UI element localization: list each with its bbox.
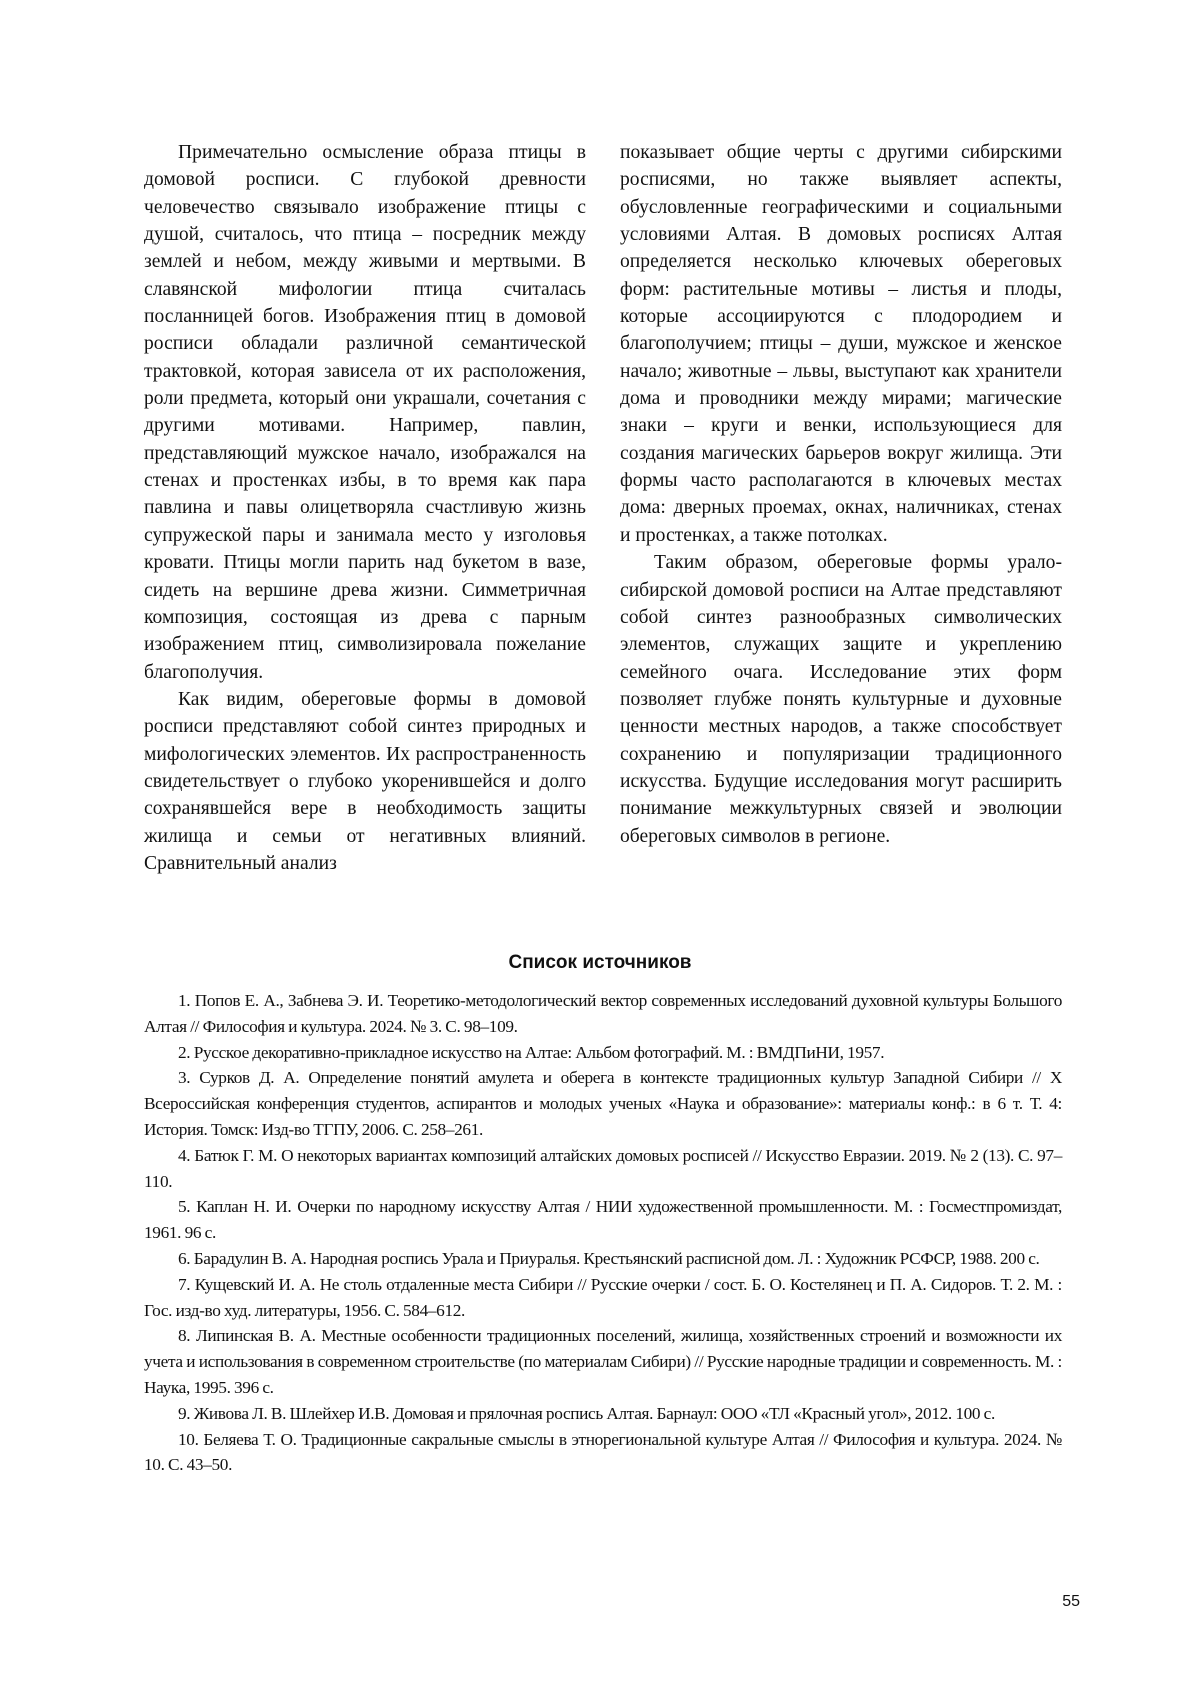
reference-item: 4. Батюк Г. М. О некоторых вариантах композиций алтайских домовых росписей // Искусство Евразии. 2019. № 2 (13). С. 97–110.: [144, 1145, 1062, 1191]
paragraph: Примечательно осмысление образа птицы в домовой росписи. С глубокой древности человечество связывало изображение птицы с душой, считалось, что птица – посредник между землей и небом, между живыми и мертвыми. В славянской мифологии птица считалась посланницей богов. Изображения птиц в домовой росписи обладали различной семантической трактовкой, которая зависела от их расположения, роли предмета, который они украшали, сочетания с другими мотивами. Например, павлин, представляющий мужское начало, изображался на стенах и простенках избы, в то время как пара павлина и павы олицетворяла счастливую жизнь супружеской пары и занимала место у изголовья кровати. Птицы могли парить над букетом в вазе, сидеть на вершине древа жизни. Симметричная композиция, состоящая из древа с парным изображением птиц, символизировала пожелание благополучия.: [144, 142, 586, 683]
reference-item: 7. Кущевский И. А. Не столь отдаленные места Сибири // Русские очерки / сост. Б. О. Костелянец и П. А. Сидоров. Т. 2. М. : Гос. изд-во худ. литературы, 1956. С. 584–612.: [144, 1274, 1062, 1320]
right-column: [620, 139, 1062, 877]
reference-item: 3. Сурков Д. А. Определение понятий амулета и оберега в контексте традиционных культур Западной Сибири // X Всероссийская конференция студентов, аспирантов и молодых ученых «Наука и образование»: материалы конф.: в 6 т. Т. 4: История. Томск: Изд-во ТГПУ, 2006. С. 258–261.: [144, 1068, 1062, 1139]
reference-item: 2. Русское декоративно-прикладное искусство на Алтае: Альбом фотографий. М. : ВМДПиНИ, 1957.: [178, 1042, 885, 1062]
reference-item: 1. Попов Е. А., Забнева Э. И. Теоретико-методологический вектор современных исследований духовной культуры Большого Алтая // Философия и культура. 2024. № 3. С. 98–109.: [144, 991, 1062, 1036]
article-body: [144, 139, 1062, 877]
page-number: 55: [1062, 1593, 1080, 1610]
references-list: [144, 988, 1062, 1478]
reference-item: 5. Каплан Н. И. Очерки по народному искусству Алтая / НИИ художественной промышленности. М. : Госместпромиздат, 1961. 96 с.: [144, 1197, 1062, 1243]
paragraph: Таким образом, обереговые формы урало-сибирской домовой росписи на Алтае представляют собой синтез разнообразных символических элементов, служащих защите и укреплению семейного очага. Исследование этих форм позволяет глубже понять культурные и духовные ценности местных народов, а также способствует сохранению и популяризации традиционного искусства. Будущие исследования могут расширить понимание межкультурных связей и эволюции обереговых символов в регионе.: [620, 552, 1062, 847]
paragraph: Как видим, обереговые формы в домовой росписи представляют собой синтез природных и мифологических элементов. Их распространенность свидетельствует о глубоко укоренившейся и долго сохранявшейся вере в необходимость защиты жилища и семьи от негативных влияний. Сравнительный анализ: [144, 688, 586, 874]
reference-item: 8. Липинская В. А. Местные особенности традиционных поселений, жилища, хозяйственных строений и возможности их учета и использования в современном строительстве (по материалам Сибири) // Русские народные традиции и современность. М. : Наука, 1995. 396 с.: [144, 1326, 1062, 1397]
references-title: Список источников: [508, 952, 692, 973]
paragraph-continued: показывает общие черты с другими сибирскими росписями, но также выявляет аспекты, обусловленные географическими и социальными условиями Алтая. В домовых росписях Алтая определяется несколько ключевых обереговых форм: растительные мотивы – листья и плоды, которые ассоциируются с плодородием и благополучием; птицы – души, мужское и женское начало; животные – львы, выступают как хранители дома и проводники между мирами; магические знаки – круги и венки, использующиеся для создания магических барьеров вокруг жилища. Эти формы часто располагаются в ключевых местах дома: дверных проемах, окнах, наличниках, стенах и простенках, а также потолках.: [620, 142, 1062, 546]
reference-item: 6. Барадулин В. А. Народная роспись Урала и Приуралья. Крестьянский расписной дом. Л. : Художник РСФСР, 1988. 200 с.: [178, 1248, 1040, 1268]
reference-item: 9. Живова Л. В. Шлейхер И.В. Домовая и прялочная роспись Алтая. Барнаул: ООО «ТЛ «Красный угол», 2012. 100 с.: [178, 1403, 995, 1423]
reference-item: 10. Беляева Т. О. Традиционные сакральные смыслы в этнорегиональной культуре Алтая // Философия и культура. 2024. № 10. С. 43–50.: [144, 1429, 1062, 1475]
left-column: [144, 139, 586, 877]
